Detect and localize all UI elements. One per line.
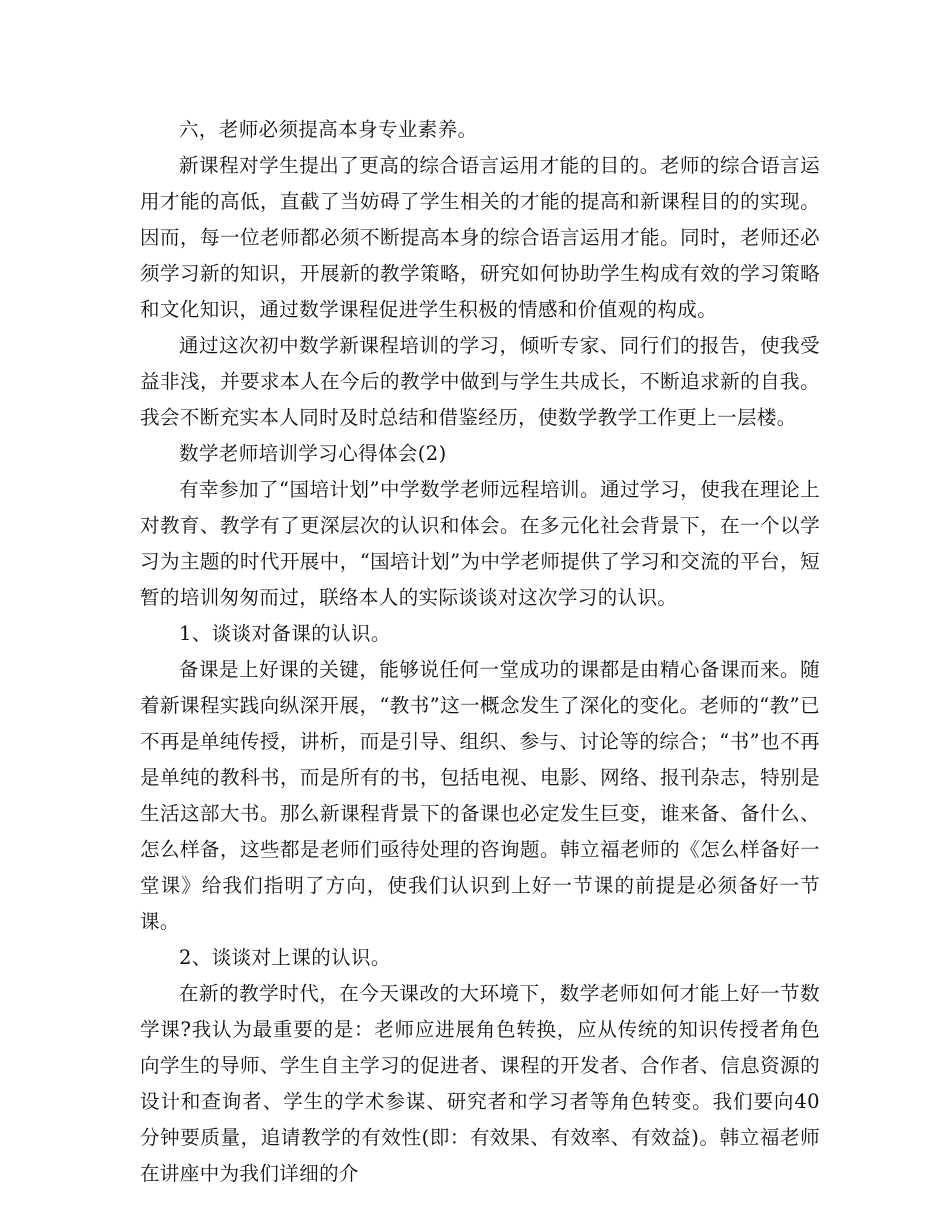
document-body (140, 112, 820, 1192)
paragraph: 备课是上好课的关键，能够说任何一堂成功的课都是由精心备课而来。随着新课程实践向纵深开展，“教书”这一概念发生了深化的变化。老师的“教”已不再是单纯传授，讲析，而是引导、组织、参与、讨论等的综合；“书”也不再是单纯的教科书，而是所有的书，包括电视、电影、网络、报刊杂志，特别是生活这部大书。那么新课程背景下的备课也必定发生巨变，谁来备、备什么、怎么样备，这些都是老师们亟待处理的咨询题。韩立福老师的《怎么样备好一堂课》给我们指明了方向，使我们认识到上好一节课的前提是必须备好一节课。 (140, 658, 820, 933)
paragraph: 在新的教学时代，在今天课改的大环境下，数学老师如何才能上好一节数学课?我认为最重要的是：老师应进展角色转换，应从传统的知识传授者角色向学生的导师、学生自主学习的促进者、课程的开发者、合作者、信息资源的设计和查询者、学生的学术参谋、研究者和学习者等角色转变。我们要向40分钟要质量，追请教学的有效性(即：有效果、有效率、有效益)。韩立福老师在讲座中为我们详细的介 (140, 982, 820, 1185)
article-title: 数学老师培训学习心得体会(2) (179, 442, 447, 465)
section-heading-1: 1、谈谈对备课的认识。 (179, 622, 391, 645)
paragraph: 新课程对学生提出了更高的综合语言运用才能的目的。老师的综合语言运用才能的高低，直截了当妨碍了学生相关的才能的提高和新课程目的的实现。因而，每一位老师都必须不断提高本身的综合语言运用才能。同时，老师还必须学习新的知识，开展新的教学策略，研究如何协助学生构成有效的学习策略和文化知识，通过数学课程促进学生积极的情感和价值观的构成。 (140, 154, 820, 321)
paragraph: 通过这次初中数学新课程培训的学习，倾听专家、同行们的报告，使我受益非浅，并要求本人在今后的教学中做到与学生共成长，不断追求新的自我。 我会不断充实本人同时及时总结和借鉴经历，使数学教学工作更上一层楼。 (140, 334, 820, 429)
paragraph: 有幸参加了“国培计划”中学数学老师远程培训。通过学习，使我在理论上对教育、教学有了更深层次的认识和体会。在多元化社会背景下，在一个以学习为主题的时代开展中，“国培计划”为中学老师提供了学习和交流的平台，短暂的培训匆匆而过，联络本人的实际谈谈对这次学习的认识。 (140, 478, 820, 609)
section-heading-six: 六，老师必须提高本身专业素养。 (179, 118, 478, 141)
section-heading-2: 2、谈谈对上课的认识。 (179, 946, 391, 969)
